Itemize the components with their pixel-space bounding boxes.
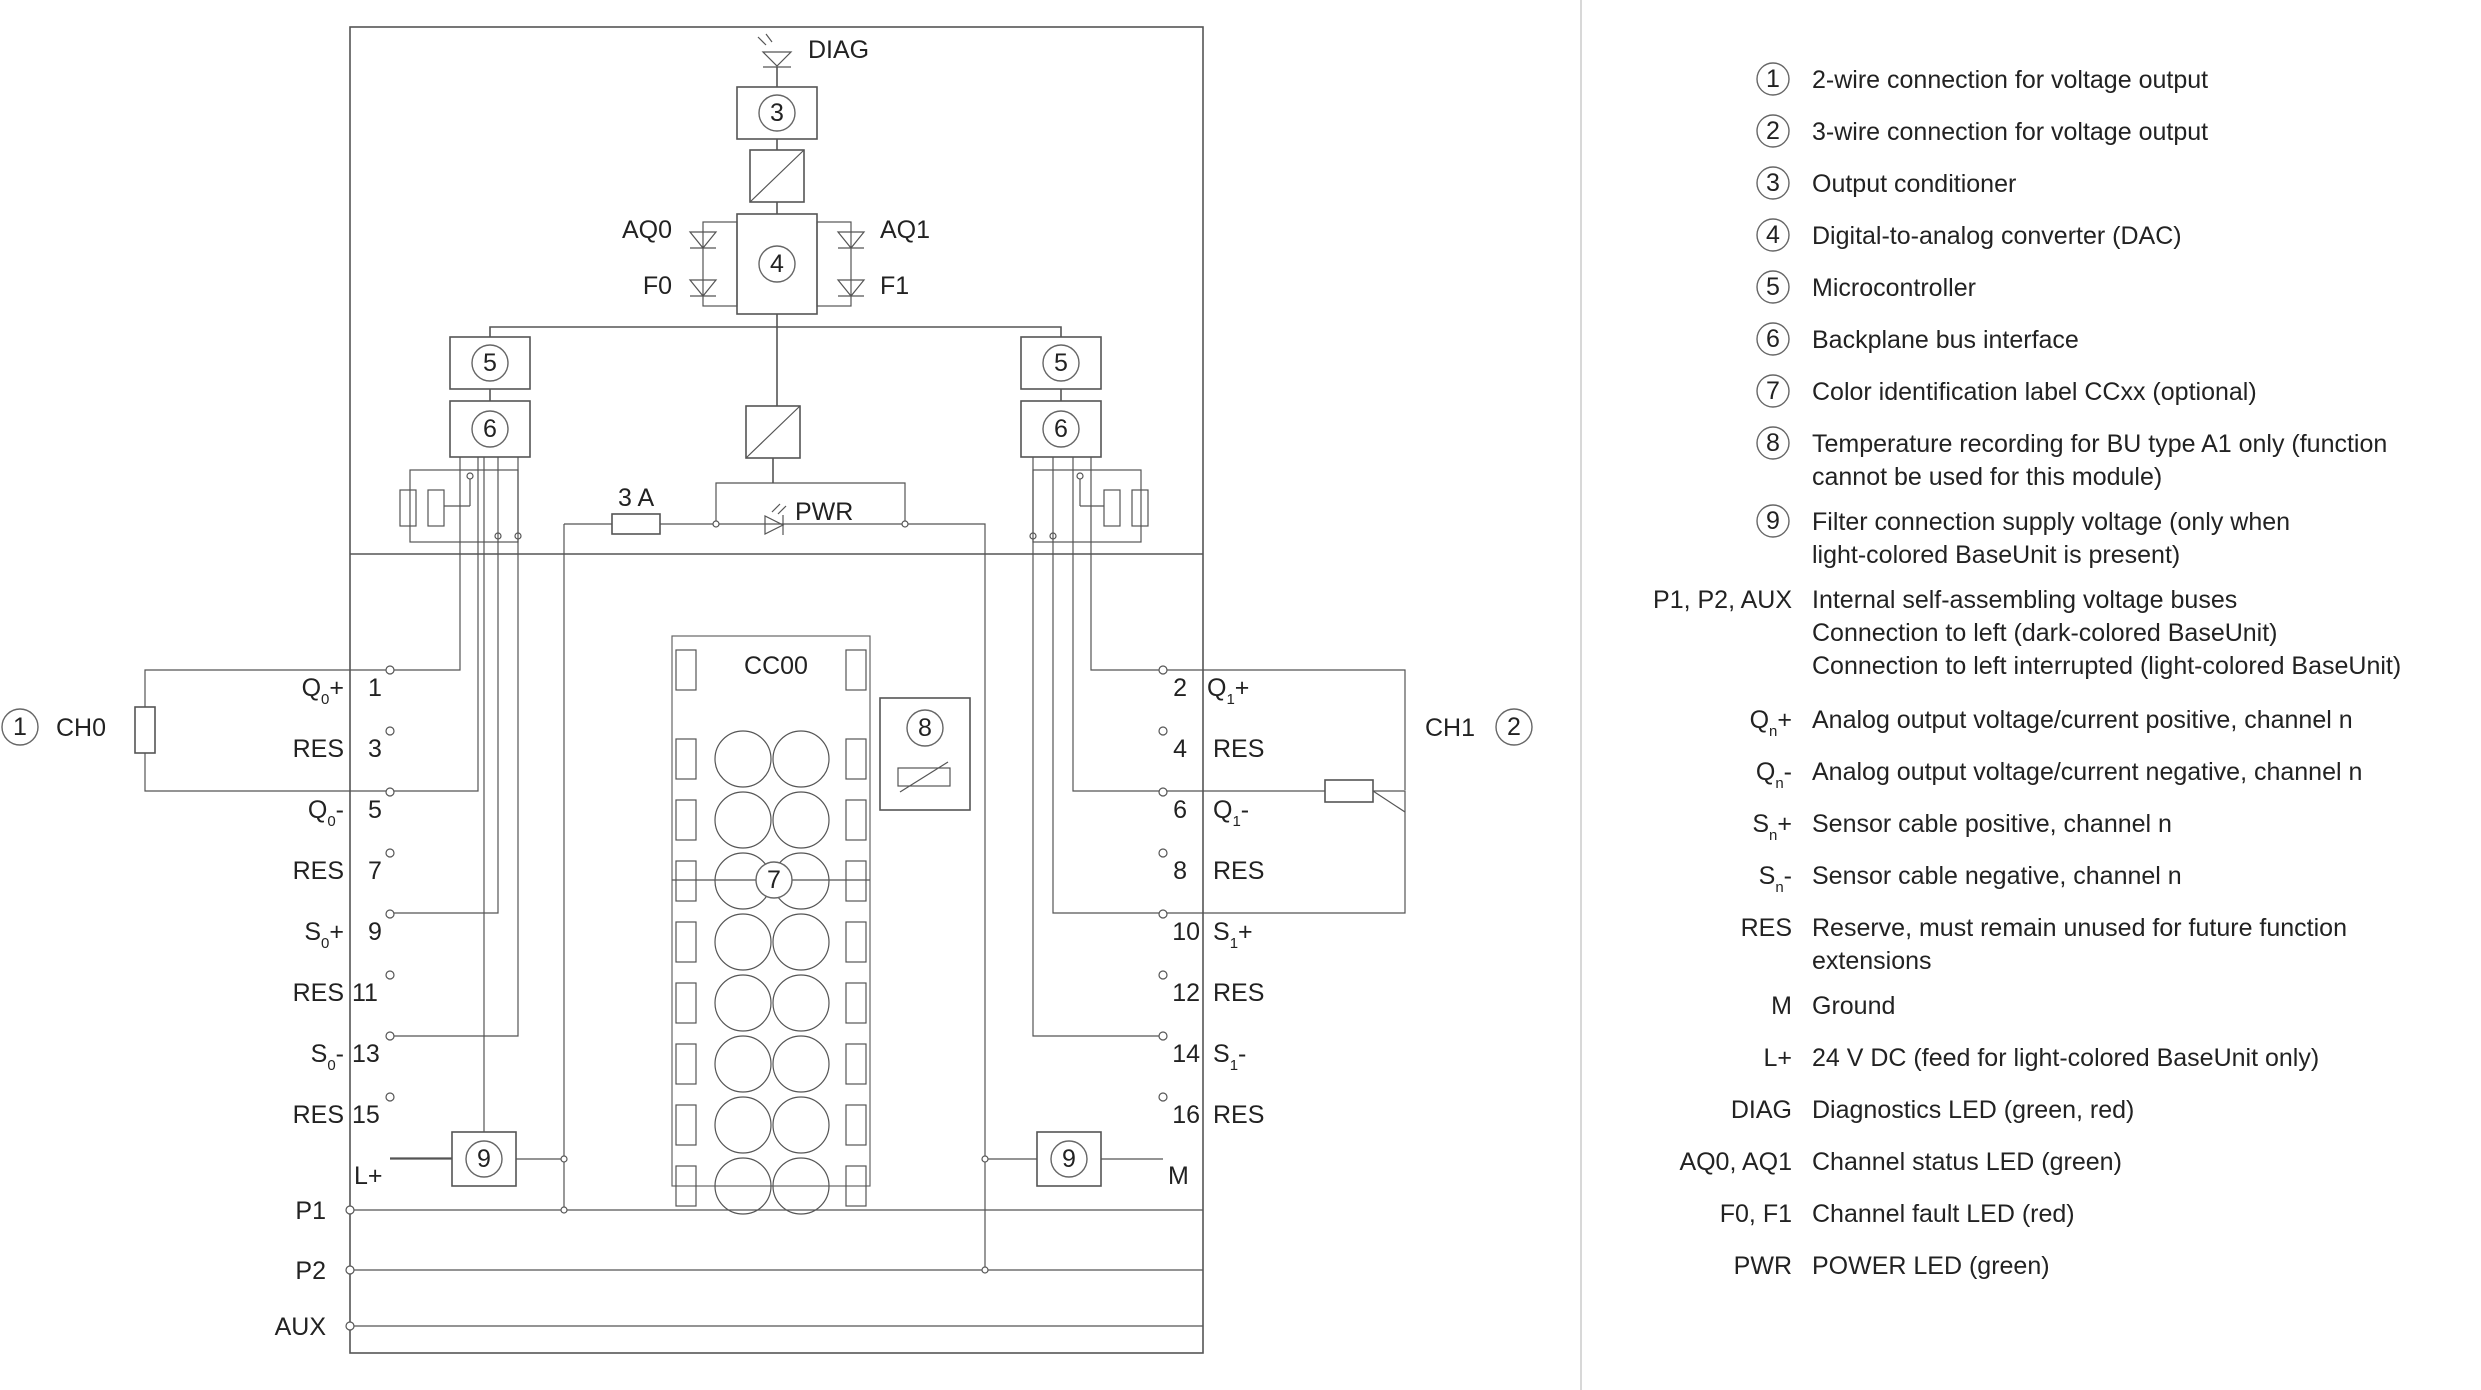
terminal-right-16 xyxy=(1172,1101,1264,1129)
legend-description: Digital-to-analog converter (DAC) xyxy=(1812,222,2182,250)
terminal-number: 15 xyxy=(352,1101,380,1129)
block-6-right-number: 6 xyxy=(1054,415,1068,443)
left-terminals xyxy=(293,674,383,1190)
legend-key: F0, F1 xyxy=(1719,1200,1792,1228)
legend-item xyxy=(1679,1148,2121,1176)
legend-key: $S_n-$ xyxy=(1758,862,1792,896)
svg-text:S0+: $S_0+$ xyxy=(304,918,344,952)
legend-key: 4 xyxy=(1766,221,1780,249)
terminal-dot-right xyxy=(1159,727,1167,735)
terminal-number: 5 xyxy=(368,796,382,824)
terminal-left-5 xyxy=(308,796,382,830)
terminal-number: 4 xyxy=(1173,735,1187,763)
terminal-dot-right xyxy=(1159,971,1167,979)
svg-text:Q1+: $Q_1+$ xyxy=(1207,674,1250,708)
terminal-left-1 xyxy=(302,674,382,708)
legend-description: Channel status LED (green) xyxy=(1812,1148,2122,1176)
terminal-dot-right xyxy=(1159,910,1167,918)
legend-description: Sensor cable negative, channel n xyxy=(1812,862,2182,890)
legend-item xyxy=(1757,271,1976,303)
block-8-number: 8 xyxy=(918,714,932,742)
terminal-number: 2 xyxy=(1173,674,1187,702)
right-terminals xyxy=(1168,674,1264,1190)
svg-text:RES: RES xyxy=(1213,857,1265,885)
terminal-right-8 xyxy=(1173,857,1264,885)
legend-description: Temperature recording for BU type A1 only (function xyxy=(1812,430,2388,458)
terminal-right-10 xyxy=(1172,918,1252,952)
legend-item xyxy=(1734,1252,2050,1280)
legend-key: L+ xyxy=(1763,1044,1792,1072)
legend-description: Microcontroller xyxy=(1812,274,1976,302)
legend-item xyxy=(1763,1044,2319,1072)
svg-text:RES: RES xyxy=(292,979,344,1007)
legend-description: Ground xyxy=(1812,992,1896,1020)
legend-description: POWER LED (green) xyxy=(1812,1252,2050,1280)
color-label-text: CC00 xyxy=(744,652,808,680)
terminal-number: 8 xyxy=(1173,857,1187,885)
legend-description: extensions xyxy=(1812,947,1932,975)
terminal-number: 14 xyxy=(1172,1040,1200,1068)
terminal-left-15 xyxy=(293,1101,380,1129)
aq1-label: AQ1 xyxy=(880,216,931,244)
terminal-dot-right xyxy=(1159,1093,1167,1101)
terminal-dot-right xyxy=(1159,1032,1167,1040)
legend-description: Backplane bus interface xyxy=(1812,326,2079,354)
legend-description: Connection to left (dark-colored BaseUnit) xyxy=(1812,619,2278,647)
led-bracket-right xyxy=(817,222,864,306)
terminal-dot-left xyxy=(386,1093,394,1101)
legend-description: 24 V DC (feed for light-colored BaseUnit only) xyxy=(1812,1044,2320,1072)
diag-led-icon xyxy=(758,34,791,87)
legend-key: 2 xyxy=(1766,117,1780,145)
block-4-number: 4 xyxy=(770,250,784,278)
legend-item xyxy=(1756,758,2363,792)
svg-text:Q0+: $Q_0+$ xyxy=(301,674,344,708)
legend-item xyxy=(1757,219,2182,251)
ch0-marker xyxy=(2,709,106,745)
terminal-number: 3 xyxy=(368,735,382,763)
legend-description: Internal self-assembling voltage buses xyxy=(1812,586,2238,614)
terminal-left-9 xyxy=(304,918,382,952)
block-5-left-number: 5 xyxy=(483,349,497,377)
svg-text:2: 2 xyxy=(1507,713,1521,741)
legend-item xyxy=(1757,427,2387,491)
legend-description: Reserve, must remain unused for future function xyxy=(1812,914,2347,942)
terminal-right-12 xyxy=(1172,979,1264,1007)
block-9-right-number: 9 xyxy=(1062,1145,1076,1173)
svg-text:S0-: $S_0-$ xyxy=(310,1040,344,1074)
ch1-label: CH1 xyxy=(1425,714,1476,742)
svg-text:L+: L+ xyxy=(354,1162,383,1190)
legend-item xyxy=(1757,323,2079,355)
legend-key: PWR xyxy=(1733,1252,1792,1280)
legend-item xyxy=(1720,1200,2075,1228)
svg-text:M: M xyxy=(1168,1162,1189,1190)
legend-key: 8 xyxy=(1766,429,1780,457)
svg-text:Q1-: $Q_1-$ xyxy=(1213,796,1250,830)
svg-text:RES: RES xyxy=(1213,1101,1265,1129)
terminal-left-7 xyxy=(293,857,382,885)
block-3-number: 3 xyxy=(770,99,784,127)
terminal-number: 1 xyxy=(368,674,382,702)
svg-text:1: 1 xyxy=(13,713,27,741)
fuse-label: 3 A xyxy=(618,484,655,512)
legend-description: 2-wire connection for voltage output xyxy=(1812,66,2209,94)
block-9-left-number: 9 xyxy=(477,1145,491,1173)
legend-description: Color identification label CCxx (optional) xyxy=(1812,378,2257,406)
terminal-left-3 xyxy=(293,735,382,763)
legend-key: DIAG xyxy=(1730,1096,1792,1124)
terminal-dot-left xyxy=(386,788,394,796)
terminal-dot-left xyxy=(386,910,394,918)
ch0-load-icon xyxy=(135,707,155,753)
legend xyxy=(1653,63,2401,1280)
terminal-number: 13 xyxy=(352,1040,380,1068)
legend-key: 3 xyxy=(1766,169,1780,197)
svg-text:RES: RES xyxy=(292,735,344,763)
svg-text:Q0-: $Q_0-$ xyxy=(307,796,344,830)
terminal-dot-left xyxy=(386,971,394,979)
svg-text:S1-: $S_1-$ xyxy=(1213,1040,1247,1074)
legend-item xyxy=(1757,505,2290,569)
terminal-left-lplus xyxy=(354,1162,383,1190)
terminal-number: 10 xyxy=(1172,918,1200,946)
svg-text:RES: RES xyxy=(292,1101,344,1129)
legend-description: Analog output voltage/current negative, channel n xyxy=(1812,758,2363,786)
legend-description: Filter connection supply voltage (only when xyxy=(1812,508,2291,536)
aq0-label: AQ0 xyxy=(621,216,672,244)
terminal-dot-left xyxy=(386,727,394,735)
legend-description: Sensor cable positive, channel n xyxy=(1812,810,2172,838)
bus-aux-label: AUX xyxy=(274,1313,326,1341)
svg-text:S1+: $S_1+$ xyxy=(1213,918,1253,952)
bus-p1-label: P1 xyxy=(295,1197,326,1225)
svg-text:RES: RES xyxy=(1213,735,1265,763)
legend-item xyxy=(1741,914,2347,975)
f1-label: F1 xyxy=(880,272,910,300)
block-6-left-number: 6 xyxy=(483,415,497,443)
f0-label: F0 xyxy=(642,272,672,300)
legend-key: AQ0, AQ1 xyxy=(1679,1148,1792,1176)
legend-item xyxy=(1757,115,2208,147)
legend-description: Diagnostics LED (green, red) xyxy=(1812,1096,2135,1124)
legend-item xyxy=(1750,706,2353,740)
legend-key: 9 xyxy=(1766,507,1780,535)
legend-description: Output conditioner xyxy=(1812,170,2017,198)
bus-p2-label: P2 xyxy=(295,1257,326,1285)
terminal-dot-left xyxy=(386,666,394,674)
legend-key: P1, P2, AUX xyxy=(1653,586,1792,614)
ch0-label: CH0 xyxy=(56,714,107,742)
led-bracket-left xyxy=(690,222,737,306)
terminal-right-m xyxy=(1168,1162,1189,1190)
ch1-load-icon xyxy=(1325,780,1373,802)
pwr-led-icon xyxy=(765,516,783,534)
filter-right-group xyxy=(1030,470,1148,542)
terminal-dot-right xyxy=(1159,788,1167,796)
color-label-block xyxy=(672,636,870,1214)
terminal-dot-left xyxy=(386,1032,394,1040)
terminal-right-6 xyxy=(1173,796,1249,830)
legend-description: Analog output voltage/current positive, channel n xyxy=(1812,706,2353,734)
terminal-number: 11 xyxy=(352,979,378,1007)
terminal-right-4 xyxy=(1173,735,1264,763)
legend-key: M xyxy=(1771,992,1792,1020)
legend-description: Connection to left interrupted (light-colored BaseUnit) xyxy=(1812,652,2402,680)
terminal-number: 7 xyxy=(368,857,382,885)
legend-key: RES xyxy=(1740,914,1792,942)
svg-text:RES: RES xyxy=(1213,979,1265,1007)
legend-item xyxy=(1757,375,2257,407)
legend-description: Channel fault LED (red) xyxy=(1812,1200,2075,1228)
terminal-dot-right xyxy=(1159,666,1167,674)
terminal-dot-left xyxy=(386,849,394,857)
legend-item xyxy=(1752,810,2172,844)
legend-key: 6 xyxy=(1766,325,1780,353)
temperature-block xyxy=(880,698,970,810)
legend-description: 3-wire connection for voltage output xyxy=(1812,118,2209,146)
diag-label: DIAG xyxy=(808,36,870,64)
legend-item xyxy=(1757,63,2208,95)
legend-key: $S_n+$ xyxy=(1752,810,1792,844)
legend-key: 5 xyxy=(1766,273,1780,301)
block-7-number: 7 xyxy=(767,866,781,894)
pwr-label: PWR xyxy=(795,498,854,526)
legend-key: 1 xyxy=(1766,65,1780,93)
terminal-number: 9 xyxy=(368,918,382,946)
terminal-number: 16 xyxy=(1172,1101,1200,1129)
terminal-number: 12 xyxy=(1172,979,1200,1007)
terminal-right-14 xyxy=(1172,1040,1246,1074)
block-5-right-number: 5 xyxy=(1054,349,1068,377)
terminal-left-13 xyxy=(311,1040,380,1074)
voltage-buses xyxy=(275,1197,1203,1341)
legend-item xyxy=(1731,1096,2135,1124)
legend-item xyxy=(1653,586,2401,680)
legend-description: cannot be used for this module) xyxy=(1812,463,2163,491)
legend-key: $Q_n+$ xyxy=(1749,706,1792,740)
fuse-icon xyxy=(612,514,660,534)
terminal-right-2 xyxy=(1173,674,1249,708)
terminal-left-11 xyxy=(293,979,378,1007)
ch1-marker xyxy=(1425,709,1532,745)
legend-key: 7 xyxy=(1766,377,1780,405)
legend-item xyxy=(1771,992,1895,1020)
terminal-number: 6 xyxy=(1173,796,1187,824)
legend-key: $Q_n-$ xyxy=(1755,758,1792,792)
legend-item xyxy=(1757,167,2016,199)
svg-text:RES: RES xyxy=(292,857,344,885)
legend-item xyxy=(1759,862,2182,896)
legend-description: light-colored BaseUnit is present) xyxy=(1812,541,2181,569)
terminal-dot-right xyxy=(1159,849,1167,857)
